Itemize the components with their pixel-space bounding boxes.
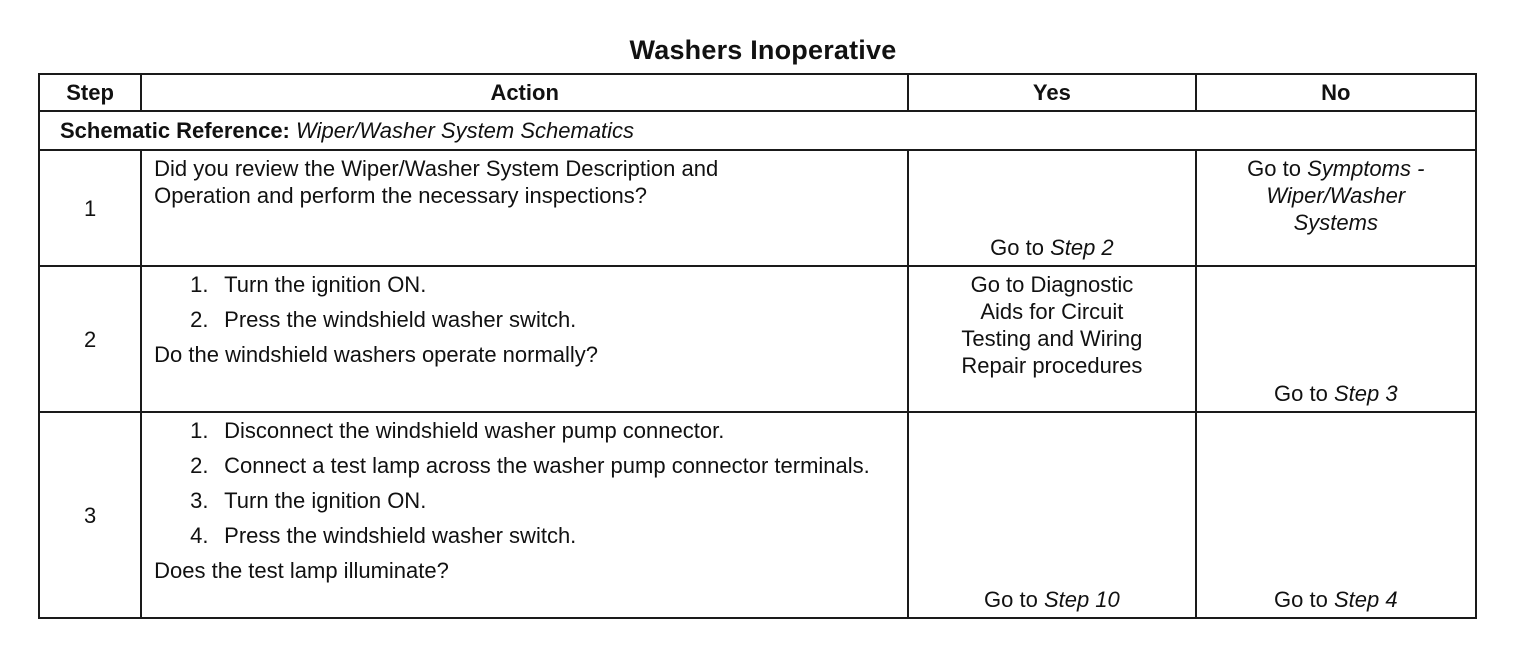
list-item-text: Press the windshield washer switch. xyxy=(224,307,577,332)
go-to-label: Go to xyxy=(1274,587,1328,612)
step-number: 3 xyxy=(39,412,141,618)
schematic-reference-cell xyxy=(39,111,1476,150)
list-item-number: 1. xyxy=(190,272,209,297)
list-item-number: 1. xyxy=(190,418,209,443)
list-item-number: 2. xyxy=(190,307,209,332)
action-steps-list xyxy=(154,271,899,333)
symptoms-link[interactable]: Wiper/Washer xyxy=(1266,183,1406,208)
yes-result-line: Repair procedures xyxy=(961,353,1143,378)
table-row xyxy=(39,412,1476,618)
list-item-text: Turn the ignition ON. xyxy=(224,488,427,513)
go-to-label: Go to xyxy=(1274,381,1328,406)
action-question: Does the test lamp illuminate? xyxy=(154,558,449,583)
action-text: Operation and perform the necessary inspections? xyxy=(154,183,647,208)
yes-cell xyxy=(908,412,1195,618)
table-row xyxy=(39,266,1476,412)
list-item xyxy=(190,452,899,479)
list-item-text: Connect a test lamp across the washer pump connector terminals. xyxy=(224,453,870,478)
diagnostic-table xyxy=(38,73,1477,619)
no-result xyxy=(1197,380,1475,407)
step-link[interactable]: Step 3 xyxy=(1333,381,1398,406)
yes-result-line: Testing and Wiring xyxy=(961,326,1143,351)
yes-result-line: Aids for Circuit xyxy=(980,299,1124,324)
symptoms-link[interactable]: Systems xyxy=(1293,210,1378,235)
yes-result xyxy=(909,234,1194,261)
list-item-number: 4. xyxy=(190,523,209,548)
list-item-number: 2. xyxy=(190,453,209,478)
header-yes: Yes xyxy=(908,74,1195,111)
action-steps-list xyxy=(154,417,899,549)
no-result xyxy=(1197,151,1475,236)
yes-result[interactable] xyxy=(909,267,1194,379)
no-result xyxy=(1197,586,1475,613)
list-item xyxy=(190,522,899,549)
step-number: 2 xyxy=(39,266,141,412)
action-cell xyxy=(141,150,908,266)
header-no: No xyxy=(1196,74,1476,111)
yes-result xyxy=(909,586,1194,613)
header-step: Step xyxy=(39,74,141,111)
yes-cell xyxy=(908,150,1195,266)
list-item-number: 3. xyxy=(190,488,209,513)
no-cell xyxy=(1196,412,1476,618)
action-question: Do the windshield washers operate normally? xyxy=(154,342,599,367)
step-link[interactable]: Step 4 xyxy=(1333,587,1398,612)
list-item-text: Press the windshield washer switch. xyxy=(224,523,577,548)
schematic-reference-link[interactable]: Wiper/Washer System Schematics xyxy=(296,118,635,143)
step-number: 1 xyxy=(39,150,141,266)
action-cell xyxy=(141,266,908,412)
action-text: Did you review the Wiper/Washer System Description and xyxy=(154,156,719,181)
step-link[interactable]: Step 2 xyxy=(1050,235,1114,260)
schematic-reference-label: Schematic Reference: xyxy=(60,118,290,143)
yes-cell xyxy=(908,266,1195,412)
yes-result-line: Go to Diagnostic xyxy=(970,272,1134,297)
go-to-label: Go to xyxy=(990,235,1044,260)
no-cell xyxy=(1196,150,1476,266)
step-link[interactable]: Step 10 xyxy=(1043,587,1120,612)
list-item xyxy=(190,417,899,444)
schematic-reference-row xyxy=(39,111,1476,150)
list-item xyxy=(190,306,899,333)
list-item-text: Disconnect the windshield washer pump connector. xyxy=(224,418,725,443)
list-item xyxy=(190,271,899,298)
header-row xyxy=(39,74,1476,111)
table-row xyxy=(39,150,1476,266)
go-to-label: Go to xyxy=(1247,156,1301,181)
no-cell xyxy=(1196,266,1476,412)
list-item xyxy=(190,487,899,514)
go-to-label: Go to xyxy=(984,587,1038,612)
action-cell xyxy=(141,412,908,618)
list-item-text: Turn the ignition ON. xyxy=(224,272,427,297)
header-action: Action xyxy=(141,74,908,111)
page-title: Washers Inoperative xyxy=(629,35,897,65)
symptoms-link[interactable]: Symptoms - xyxy=(1307,156,1425,181)
